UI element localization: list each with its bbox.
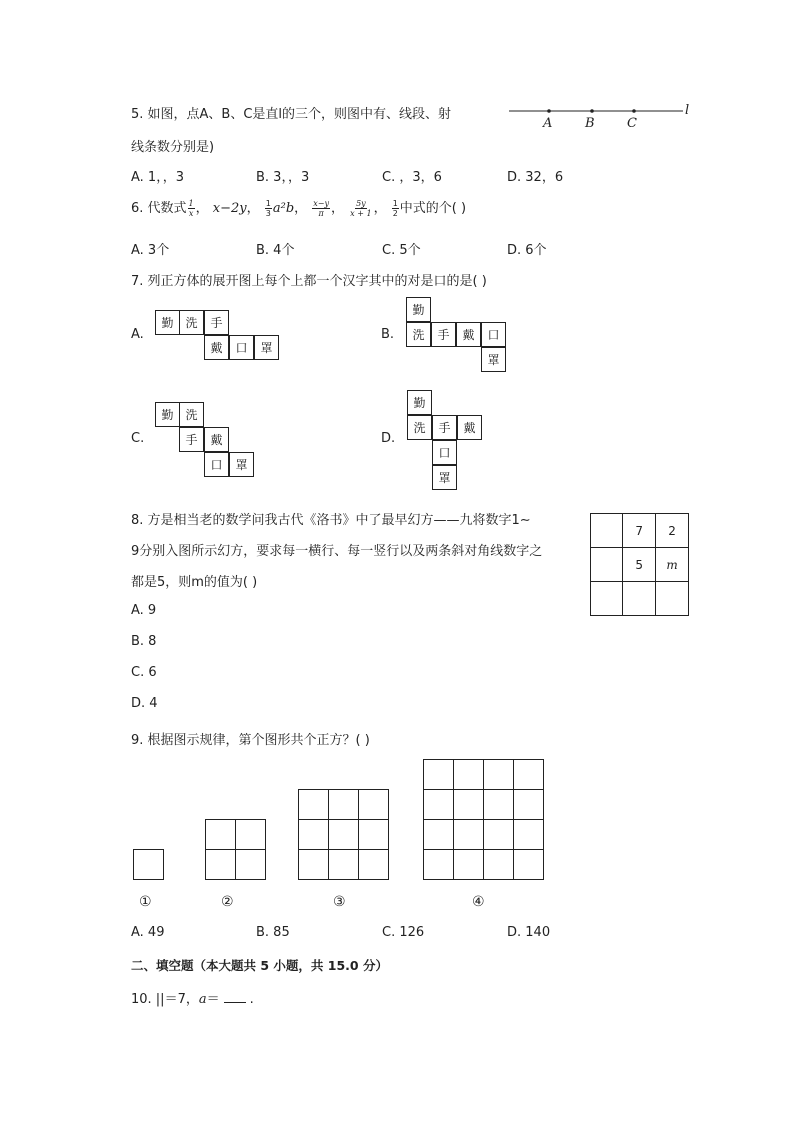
magic-square: [590, 513, 689, 616]
magic-cell: 2: [656, 514, 689, 548]
q9-figure-4-square: [453, 759, 484, 790]
q9-figure-3-square: [298, 789, 329, 820]
q9-figure-4-square: [513, 819, 544, 850]
net-cell: 口: [481, 322, 506, 347]
q5-stem-cont: 线条数分别是): [131, 140, 215, 155]
q9-figure-3-square: [328, 849, 359, 880]
q9-figure-3-square: [328, 819, 359, 850]
q9-option-c[interactable]: C. 126: [382, 925, 425, 940]
net-cell: 勤: [406, 297, 431, 322]
q7-option-a-label[interactable]: A.: [131, 327, 144, 342]
q8-option-b[interactable]: B. 8: [131, 634, 157, 649]
magic-cell: [591, 582, 623, 616]
q8-stem-line1: 8. 方是相当老的数学问我古代《洛书》中了最早幻方——九将数字1∼: [131, 513, 531, 528]
q7-option-c-label[interactable]: C.: [131, 431, 145, 446]
net-cell: 勤: [407, 390, 432, 415]
net-cell: 洗: [179, 402, 204, 427]
q8-stem-line3: 都是5，则m的值为( ): [131, 575, 258, 590]
q6-option-c[interactable]: C. 5个: [382, 243, 421, 258]
q9-option-b[interactable]: B. 85: [256, 925, 290, 940]
q10-prefix: 10. ||＝7，: [131, 992, 199, 1007]
net-cell: 罩: [432, 465, 457, 490]
q9-figure-label-3: ③: [333, 894, 346, 910]
net-cell: 戴: [457, 415, 482, 440]
net-cell: 手: [432, 415, 457, 440]
q10-eq: ＝: [206, 992, 220, 1007]
q9-figure-4-square: [423, 819, 454, 850]
q8-option-a[interactable]: A. 9: [131, 603, 157, 618]
q8-option-c[interactable]: C. 6: [131, 665, 157, 680]
q5-line-figure: [505, 100, 695, 132]
net-cell: 洗: [406, 322, 431, 347]
q5-option-b[interactable]: B. 3，，3: [256, 170, 310, 185]
q10-end: .: [249, 992, 254, 1007]
q9-figure-4-square: [483, 759, 514, 790]
q6-option-b[interactable]: B. 4个: [256, 243, 295, 258]
q8-stem-line2: 9分别入图所示幻方，要求每一横行、每一竖行以及两条斜对角线数字之: [131, 544, 543, 559]
point-c: [632, 109, 636, 113]
net-cell: 勤: [155, 310, 180, 335]
q9-figure-4-square: [483, 849, 514, 880]
net-cell: 戴: [204, 335, 229, 360]
q9-figure-3-square: [328, 789, 359, 820]
net-cell: 罩: [229, 452, 254, 477]
q6-expr-4: $\frac{x-y}{\pi}$: [313, 199, 330, 218]
net-cell: 罩: [254, 335, 279, 360]
q9-figure-label-2: ②: [221, 894, 234, 910]
q9-figure-4-square: [423, 759, 454, 790]
q6-option-d[interactable]: D. 6个: [507, 243, 547, 258]
q5-option-d[interactable]: D. 32，6: [507, 170, 564, 185]
magic-cell: 5: [623, 548, 656, 582]
q6-expr-2: x−2y: [212, 201, 247, 216]
q9-figure-3-square: [358, 789, 389, 820]
q6-suffix: 中式的个( ): [399, 201, 467, 216]
point-a: [547, 109, 551, 113]
q9-figure-label-1: ①: [139, 894, 152, 910]
q10-stem: [131, 988, 254, 1007]
q9-figure-4-square: [453, 819, 484, 850]
net-cell: 手: [204, 310, 229, 335]
q9-figure-3-square: [298, 819, 329, 850]
q5-stem: 5. 如图，点A、B、C是直l的三个，则图中有、线段、射: [131, 107, 452, 122]
q5-point-a-label: A: [543, 116, 553, 131]
q9-figure-2-square: [205, 849, 236, 880]
q9-figure-4-square: [513, 789, 544, 820]
q10-var: a: [198, 992, 207, 1007]
net-cell: 手: [179, 427, 204, 452]
magic-cell: [656, 582, 689, 616]
net-cell: 口: [204, 452, 229, 477]
q9-figure-4-square: [423, 849, 454, 880]
net-cell: 洗: [179, 310, 204, 335]
q6-expr-5: $\frac{5y}{x + 1}$: [350, 199, 372, 218]
magic-cell: 7: [623, 514, 656, 548]
q5-point-c-label: C: [627, 116, 637, 131]
net-cell: 勤: [155, 402, 180, 427]
net-cell: 洗: [407, 415, 432, 440]
q9-figure-4-square: [513, 849, 544, 880]
q9-figure-4-square: [483, 789, 514, 820]
q9-figure-4-square: [483, 819, 514, 850]
q9-figure-4-square: [423, 789, 454, 820]
q5-line-label: l: [685, 103, 690, 118]
section-2-title: 二、填空题（本大题共 5 小题，共 15.0 分）: [131, 958, 388, 973]
magic-cell: [591, 548, 623, 582]
magic-cell: [591, 514, 623, 548]
q6-expr-3-frac: $\frac{1}{3}$: [265, 199, 271, 218]
magic-cell: [623, 582, 656, 616]
net-cell: 戴: [456, 322, 481, 347]
q9-figure-2-square: [235, 849, 266, 880]
q6-expr-6: $\frac{1}{2}$: [392, 199, 398, 218]
q10-answer-blank[interactable]: [224, 992, 246, 1003]
q6-prefix: 6. 代数式: [131, 201, 187, 216]
q9-figure-4-square: [453, 789, 484, 820]
q9-figure-4-square: [453, 849, 484, 880]
q9-figure-3-square: [358, 819, 389, 850]
q7-option-b-label[interactable]: B.: [381, 327, 395, 342]
q6-option-a[interactable]: A. 3个: [131, 243, 170, 258]
q9-figure-2-square: [205, 819, 236, 850]
point-b: [590, 109, 594, 113]
q9-stem: 9. 根据图示规律，第个图形共个正方？( ): [131, 733, 370, 748]
q6-stem: 6. 代数式 $\frac{1}{x}$ ， x−2y， $\frac{1}{3}$ a²b， $\frac{x-y}{\pi}$ ， $\frac{5y}{x + 1}$ ， $\frac{1}{2}$ 中式的个( ): [131, 199, 467, 218]
q9-figure-3-square: [298, 849, 329, 880]
net-cell: 口: [229, 335, 254, 360]
net-cell: 罩: [481, 347, 506, 372]
q5-option-a[interactable]: A. 1，，3: [131, 170, 184, 185]
net-cell: 戴: [204, 427, 229, 452]
net-cell: 口: [432, 440, 457, 465]
q9-figure-1-square: [133, 849, 164, 880]
q5-option-c[interactable]: C. ，3，6: [382, 170, 442, 185]
q9-figure-label-4: ④: [472, 894, 485, 910]
q9-figure-2-square: [235, 819, 266, 850]
q7-stem: 7. 列正方体的展开图上每个上都一个汉字其中的对是口的是( ): [131, 274, 487, 289]
q6-expr-3: a²b: [272, 201, 295, 216]
q9-figure-4-square: [513, 759, 544, 790]
q8-option-d[interactable]: D. 4: [131, 696, 158, 711]
magic-cell: m: [656, 548, 689, 582]
q9-figure-3-square: [358, 849, 389, 880]
q9-option-a[interactable]: A. 49: [131, 925, 165, 940]
net-cell: 手: [431, 322, 456, 347]
q9-option-d[interactable]: D. 140: [507, 925, 551, 940]
q5-point-b-label: B: [585, 116, 595, 131]
q6-expr-1: $\frac{1}{x}$: [188, 199, 194, 218]
q7-option-d-label[interactable]: D.: [381, 431, 396, 446]
